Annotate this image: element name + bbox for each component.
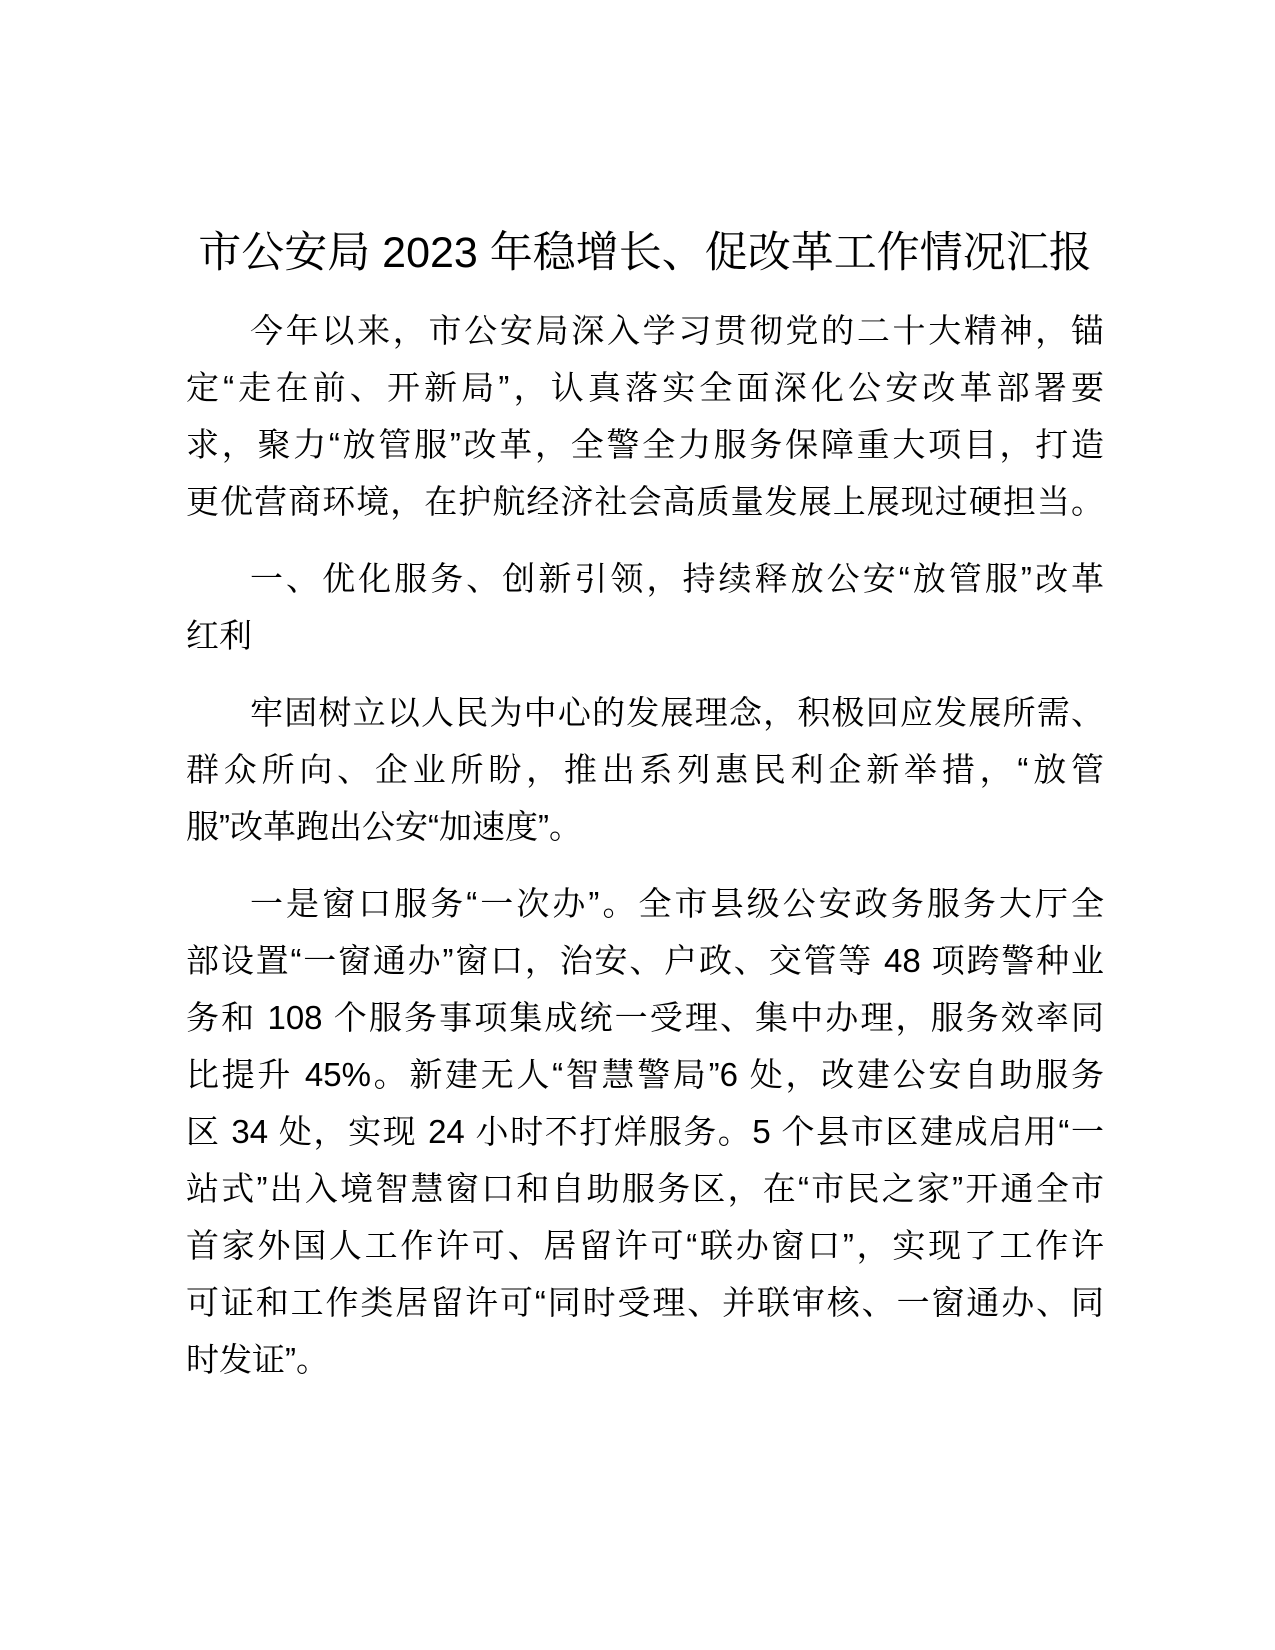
text-line: 务和 108 个服务事项集成统一受理、集中办理，服务效率同 — [186, 999, 1104, 1036]
text-line: 一是窗口服务“一次办”。全市县级公安政务服务大厅全 — [250, 885, 1104, 922]
page-title: 市公安局 2023 年稳增长、促改革工作情况汇报 — [198, 229, 1092, 277]
text-line: 站式”出入境智慧窗口和自助服务区，在“市民之家”开通全市 — [186, 1170, 1104, 1207]
text-line: 可证和工作类居留许可“同时受理、并联审核、一窗通办、同 — [186, 1284, 1104, 1321]
text-line: 今年以来，市公安局深入学习贯彻党的二十大精神，锚 — [250, 312, 1104, 349]
text-line: 服”改革跑出公安“加速度”。 — [186, 808, 582, 845]
text-line: 定“走在前、开新局”，认真落实全面深化公安改革部署要 — [186, 369, 1104, 406]
text-line: 一、优化服务、创新引领，持续释放公安“放管服”改革 — [250, 560, 1104, 597]
text-line: 更优营商环境，在护航经济社会高质量发展上展现过硬担当。 — [186, 483, 1104, 520]
paragraph-intro — [186, 302, 1104, 530]
document-content — [186, 222, 1104, 1408]
text-line: 首家外国人工作许可、居留许可“联办窗口”，实现了工作许 — [186, 1227, 1104, 1264]
text-line: 牢固树立以人民为中心的发展理念，积极回应发展所需、 — [250, 694, 1104, 731]
section-heading-1 — [186, 550, 1104, 664]
text-line: 红利 — [186, 617, 252, 654]
paragraph-concept — [186, 684, 1104, 855]
text-line: 比提升 45%。新建无人“智慧警局”6 处，改建公安自助服务 — [186, 1056, 1104, 1093]
text-line: 时发证”。 — [186, 1341, 329, 1378]
text-line: 部设置“一窗通办”窗口，治安、户政、交管等 48 项跨警种业 — [186, 942, 1104, 979]
text-line: 区 34 处，实现 24 小时不打烊服务。5 个县市区建成启用“一 — [186, 1113, 1104, 1150]
text-line: 群众所向、企业所盼，推出系列惠民利企新举措，“放管 — [186, 751, 1104, 788]
paragraph-window-service — [186, 875, 1104, 1388]
text-line: 求，聚力“放管服”改革，全警全力服务保障重大项目，打造 — [186, 426, 1104, 463]
